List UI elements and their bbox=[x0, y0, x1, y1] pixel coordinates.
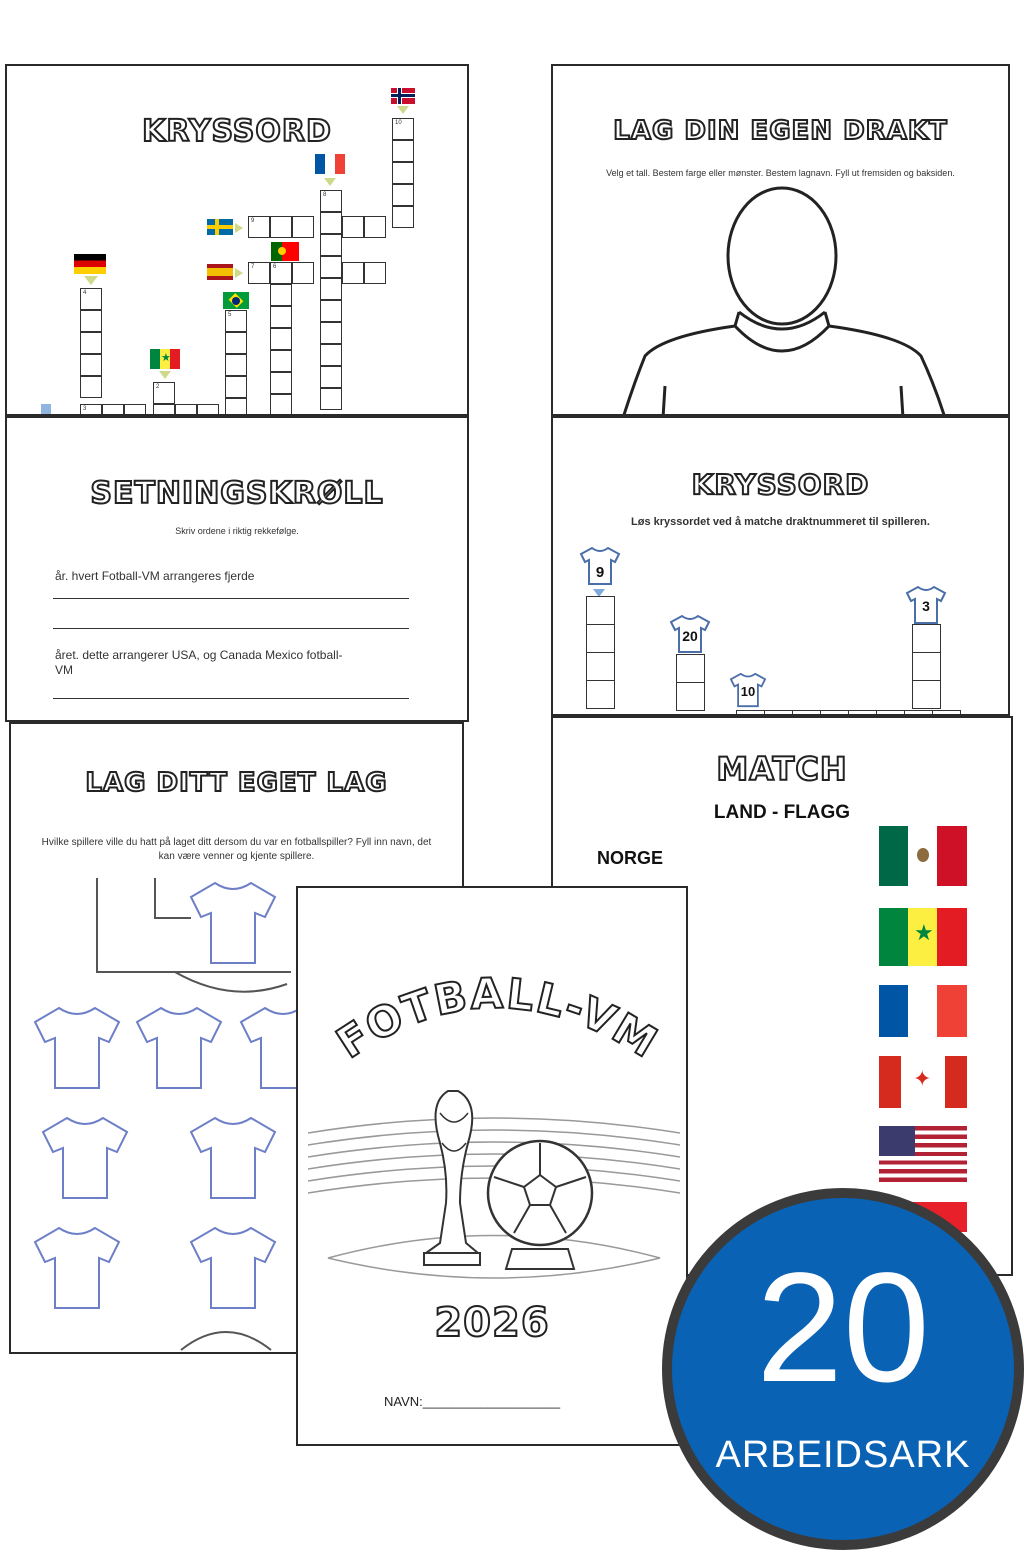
arrow-right-icon bbox=[235, 268, 243, 278]
jersey-number: 20 bbox=[682, 628, 698, 644]
crossword-cell[interactable]: 10 bbox=[392, 118, 414, 140]
crossword-cell[interactable] bbox=[586, 624, 615, 653]
crossword-cell[interactable] bbox=[292, 216, 314, 238]
arrow-down-icon bbox=[84, 276, 98, 285]
crossword-cell[interactable] bbox=[364, 262, 386, 284]
badge-label: ARBEIDSARK bbox=[715, 1434, 971, 1476]
crossword-cell[interactable] bbox=[364, 216, 386, 238]
jersey-design-title: LAG DIN EGEN DRAKT bbox=[613, 116, 948, 146]
crossword-cell[interactable] bbox=[320, 278, 342, 300]
crossword-title: KRYSSORD bbox=[142, 114, 332, 149]
worksheet-count-badge bbox=[662, 1188, 1024, 1550]
name-field[interactable]: NAVN:___________________ bbox=[384, 1394, 561, 1409]
crossword-cell[interactable]: 7 bbox=[248, 262, 270, 284]
brazil-flag bbox=[223, 292, 249, 309]
player-shirt[interactable] bbox=[31, 1224, 123, 1312]
player-shirt[interactable] bbox=[31, 1004, 123, 1092]
crossword-cell[interactable] bbox=[270, 328, 292, 350]
player-shirt[interactable] bbox=[187, 1224, 279, 1312]
crossword-cell[interactable] bbox=[80, 310, 102, 332]
player-shirt[interactable] bbox=[39, 1114, 131, 1202]
crossword-cell[interactable] bbox=[342, 216, 364, 238]
player-shirt[interactable] bbox=[133, 1004, 225, 1092]
crossword-cell[interactable]: 9 bbox=[248, 216, 270, 238]
answer-line[interactable] bbox=[53, 598, 409, 599]
sentence-scramble-title: SETNINGSKRØLL bbox=[90, 476, 384, 511]
jersey-crossword-title: KRYSSORD bbox=[691, 468, 870, 501]
crossword-cell[interactable] bbox=[342, 262, 364, 284]
crossword-cell[interactable]: 2 bbox=[153, 382, 175, 404]
senegal-flag[interactable]: ★ bbox=[879, 908, 967, 966]
crossword-cell[interactable]: 3 bbox=[80, 404, 102, 416]
crossword-cell[interactable] bbox=[175, 404, 197, 416]
answer-line[interactable] bbox=[53, 698, 409, 699]
france-flag bbox=[315, 154, 345, 174]
crossword-cell[interactable] bbox=[676, 654, 705, 683]
crossword-cell[interactable] bbox=[912, 652, 941, 681]
crossword-cell[interactable] bbox=[80, 354, 102, 376]
jersey-number: 9 bbox=[595, 564, 605, 581]
spain-flag bbox=[207, 264, 233, 280]
match-title: MATCH bbox=[716, 750, 848, 788]
arrow-down-icon bbox=[324, 178, 336, 186]
crossword-cell[interactable] bbox=[80, 332, 102, 354]
player-outline-illustration bbox=[553, 186, 1010, 416]
crossword-cell[interactable] bbox=[392, 140, 414, 162]
crossword-cell[interactable] bbox=[320, 234, 342, 256]
crossword-cell[interactable] bbox=[320, 300, 342, 322]
crossword-cell[interactable] bbox=[320, 256, 342, 278]
sweden-flag bbox=[207, 219, 233, 235]
stadium-trophy-ball-illustration bbox=[308, 1083, 680, 1293]
cover-title-arc bbox=[298, 948, 688, 1088]
team-builder-instruction: Hvilke spillere ville du hatt på laget ditt dersom du var en fotballspiller? Fyll inn navn, det kan være venner og kjente spillere. bbox=[41, 837, 432, 862]
crossword-cell[interactable] bbox=[292, 262, 314, 284]
crossword-cell[interactable] bbox=[320, 366, 342, 388]
senegal-flag: ★ bbox=[150, 349, 180, 369]
crossword-cell[interactable] bbox=[270, 372, 292, 394]
crossword-cell[interactable] bbox=[392, 184, 414, 206]
crossword-cell[interactable]: 6 bbox=[270, 262, 292, 284]
crossword-cell[interactable] bbox=[124, 404, 146, 416]
sentence-scramble-sheet bbox=[5, 416, 469, 722]
cover-title: FOTBALL-VM bbox=[327, 968, 667, 1068]
crossword-cell[interactable] bbox=[270, 306, 292, 328]
badge-number: 20 bbox=[756, 1241, 930, 1415]
cover-year: 2026 bbox=[434, 1300, 550, 1346]
crossword-cell[interactable] bbox=[197, 404, 219, 416]
crossword-cell[interactable] bbox=[912, 624, 941, 653]
norway-flag bbox=[391, 88, 415, 104]
crossword-cell[interactable] bbox=[270, 394, 292, 416]
team-builder-title: LAG DITT EGET LAG bbox=[85, 768, 388, 798]
cover-sheet bbox=[296, 886, 688, 1446]
scrambled-sentence-1: år. hvert Fotball-VM arrangeres fjerde bbox=[55, 569, 255, 583]
crossword-cell[interactable]: 5 bbox=[225, 310, 247, 332]
crossword-cell[interactable] bbox=[320, 388, 342, 410]
jersey-crossword-sheet bbox=[551, 416, 1010, 716]
germany-flag bbox=[74, 254, 106, 274]
crossword-cell[interactable] bbox=[320, 322, 342, 344]
jersey-number: 10 bbox=[740, 684, 756, 699]
flag-partial bbox=[41, 404, 51, 416]
crossword-cell[interactable] bbox=[586, 652, 615, 681]
crossword-cell[interactable] bbox=[320, 344, 342, 366]
crossword-cell[interactable] bbox=[225, 354, 247, 376]
svg-text:FOTBALL-VM bbox=[328, 969, 667, 1068]
crossword-cell[interactable] bbox=[912, 680, 941, 709]
crossword-cell[interactable]: 8 bbox=[320, 190, 342, 212]
crossword-cell[interactable] bbox=[270, 350, 292, 372]
jersey-crossword-instruction: Løs kryssordet ved å matche draktnummeret til spilleren. bbox=[631, 516, 930, 528]
portugal-flag bbox=[271, 242, 299, 261]
mexico-flag[interactable] bbox=[879, 826, 967, 886]
canada-flag[interactable]: ✦ bbox=[879, 1056, 967, 1108]
jersey-number: 3 bbox=[922, 598, 930, 614]
match-subtitle: LAND - FLAGG bbox=[713, 802, 851, 823]
crossword-cell[interactable] bbox=[270, 216, 292, 238]
crossword-cell[interactable] bbox=[225, 332, 247, 354]
crossword-cell[interactable] bbox=[676, 682, 705, 711]
crossword-cell[interactable] bbox=[320, 212, 342, 234]
jersey-design-instruction: Velg et tall. Bestem farge eller mønster. Bestem lagnavn. Fyll ut fremsiden og baksiden. bbox=[606, 168, 955, 178]
france-flag[interactable] bbox=[879, 985, 967, 1037]
crossword-cell[interactable] bbox=[225, 376, 247, 398]
scrambled-sentence-2: året. dette arrangerer USA, og Canada Mexico fotball-VM bbox=[55, 648, 343, 677]
crossword-cell[interactable]: 4 bbox=[80, 288, 102, 310]
crossword-cell[interactable] bbox=[392, 162, 414, 184]
country-name: NORGE bbox=[597, 848, 664, 868]
arrow-down-icon bbox=[159, 371, 171, 379]
sentence-scramble-instruction: Skriv ordene i riktig rekkefølge. bbox=[175, 526, 299, 536]
player-shirt[interactable] bbox=[187, 879, 279, 967]
crossword-cell[interactable] bbox=[80, 376, 102, 398]
arrow-right-icon bbox=[235, 223, 243, 233]
crossword-cell[interactable] bbox=[102, 404, 124, 416]
crossword-cell[interactable] bbox=[270, 284, 292, 306]
jersey-design-sheet bbox=[551, 64, 1010, 416]
usa-flag[interactable] bbox=[879, 1126, 967, 1182]
crossword-cell[interactable] bbox=[586, 596, 615, 625]
crossword-cell[interactable] bbox=[153, 404, 175, 416]
crossword-cell[interactable] bbox=[225, 398, 247, 416]
crossword-cell[interactable] bbox=[586, 680, 615, 709]
crossword-cell[interactable] bbox=[392, 206, 414, 228]
arrow-down-icon bbox=[397, 106, 409, 114]
crossword-sheet bbox=[5, 64, 469, 416]
answer-line[interactable] bbox=[53, 628, 409, 629]
player-shirt[interactable] bbox=[187, 1114, 279, 1202]
